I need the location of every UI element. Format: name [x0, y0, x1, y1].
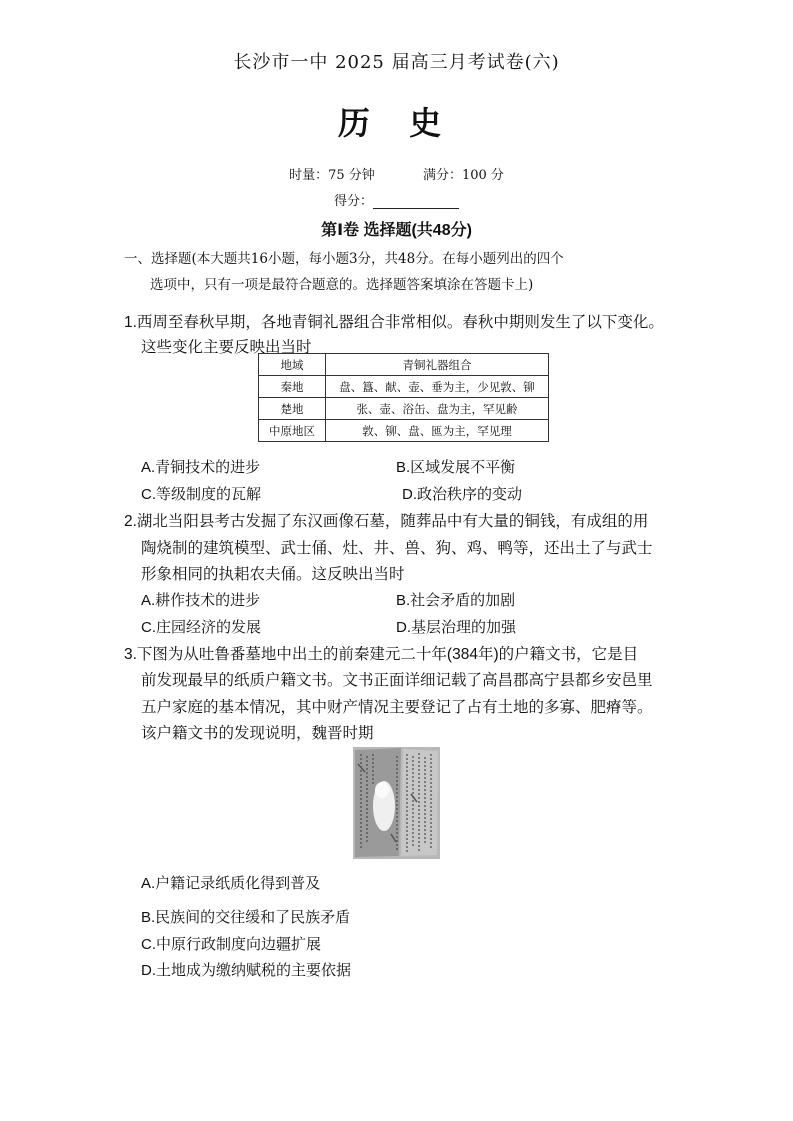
question-1-line: 1.西周至春秋早期，各地青铜礼器组合非常相似。春秋中期则发生了以下变化。	[124, 314, 664, 331]
table-header-cell: 地域	[259, 354, 326, 376]
option-b: B.民族间的交往缓和了民族矛盾	[141, 909, 351, 926]
option-b: B.社会矛盾的加剧	[396, 592, 516, 609]
score-line	[0, 190, 793, 209]
question-3-line: 该户籍文书的发现说明，魏晋时期	[141, 725, 374, 742]
option-d: D.政治秩序的变动	[402, 486, 523, 503]
option-c: C.庄园经济的发展	[141, 619, 262, 636]
question-3-line: 五户家庭的基本情况，其中财产情况主要登记了占有土地的多寡、肥瘠等。	[141, 699, 653, 716]
table-cell: 盘、簋、献、壶、垂为主，少见敦、铆	[326, 376, 549, 398]
table-cell: 张、壶、浴缶、盘为主，罕见齢	[326, 398, 549, 420]
instruction-line: 一、选择题(本大题共16小题，每小题3分，共48分。在每小题列出的四个	[124, 251, 564, 267]
full-score: 满分：100 分	[422, 168, 504, 183]
question-1-line: 这些变化主要反映出当时	[141, 339, 312, 356]
household-register-photo	[351, 744, 442, 861]
table-row	[259, 420, 549, 442]
score-label: 得分：	[333, 194, 373, 209]
option-a: A.耕作技术的进步	[141, 592, 261, 609]
table-header-cell: 青铜礼器组合	[326, 354, 549, 376]
question-3-line: 前发现最早的纸质户籍文书。文书正面详细记载了高昌郡高宁县都乡安邑里	[141, 672, 653, 689]
table-cell: 楚地	[259, 398, 326, 420]
question-3-line: 3.下图为从吐鲁番墓地中出土的前秦建元二十年(384年)的户籍文书，它是目	[124, 646, 639, 663]
table-row	[259, 376, 549, 398]
question-2-line: 形象相同的执耜农夫俑。这反映出当时	[141, 566, 405, 583]
part-title: 第Ⅰ卷 选择题(共48分)	[321, 222, 472, 239]
question-2-line: 2.湖北当阳县考古发掘了东汉画像石墓，随葬品中有大量的铜钱，有成组的用	[124, 513, 649, 530]
score-blank	[373, 194, 459, 209]
question-2-line: 陶烧制的建筑模型、武士俑、灶、井、兽、狗、鸡、鸭等，还出土了与武士	[141, 540, 653, 557]
table-cell: 秦地	[259, 376, 326, 398]
option-c: C.等级制度的瓦解	[141, 486, 262, 503]
option-b: B.区域发展不平衡	[396, 459, 516, 476]
option-c: C.中原行政制度向边疆扩展	[141, 936, 322, 953]
table-row	[259, 398, 549, 420]
option-a: A.青铜技术的进步	[141, 459, 261, 476]
bronze-vessel-table	[258, 353, 549, 442]
instruction-line: 选项中，只有一项是最符合题意的。选择题答案填涂在答题卡上)	[150, 277, 534, 293]
subject-title: 历 史	[337, 104, 456, 142]
option-d: D.基层治理的加强	[396, 619, 517, 636]
option-d: D.土地成为缴纳赋税的主要依据	[141, 962, 352, 979]
option-a: A.户籍记录纸质化得到普及	[141, 875, 321, 892]
table-header-row	[259, 354, 549, 376]
exam-meta	[0, 164, 793, 183]
school-title: 长沙市一中 2025 届高三月考试卷(六)	[233, 52, 560, 73]
table-cell: 敦、铆、盘、匜为主，罕见理	[326, 420, 549, 442]
time-limit: 时量：75 分钟	[289, 168, 375, 183]
table-cell: 中原地区	[259, 420, 326, 442]
